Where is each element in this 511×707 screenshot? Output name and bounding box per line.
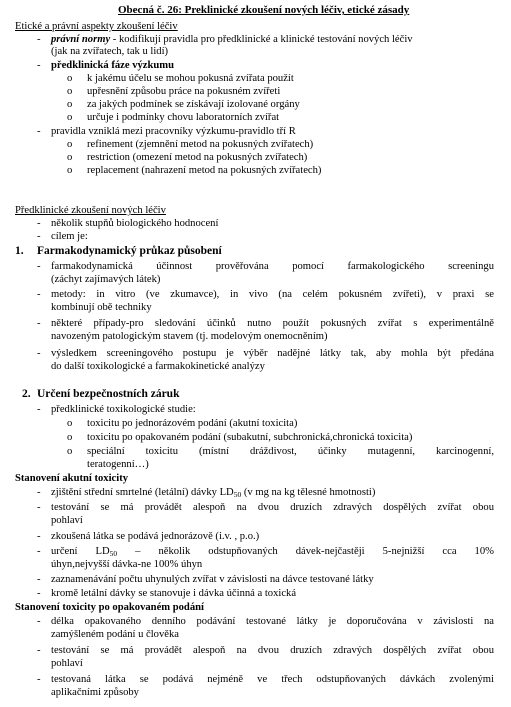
- list-item: pravidla vzniklá mezi pracovníky výzkumu-pravidlo tří R: [51, 126, 296, 137]
- list-item-continuation: pohlaví: [51, 515, 83, 526]
- bullet-circle: o: [67, 99, 73, 110]
- list-item: testování se má provádět alespoň na dvou druzích zdravých dospělých zvířat obou: [51, 502, 494, 513]
- sub-list-item: speciální toxicitu (místní dráždivost, účinky mutagenní, karcinogenní,: [87, 446, 494, 457]
- bullet-dash: -: [37, 60, 41, 71]
- list-item: zkoušená látka se podává jednorázově (i.v. , p.o.): [51, 531, 260, 542]
- numbered-label: 1.: [15, 245, 24, 257]
- section-heading-repeated-toxicity: Stanovení toxicity po opakovaném podání: [15, 602, 204, 613]
- list-item-continuation: do další toxikologické a farmakokinetické analýzy: [51, 361, 265, 372]
- bullet-dash: -: [37, 574, 41, 585]
- list-item: [51, 487, 375, 500]
- list-item: farmakodynamická účinnost prověřována pomocí farmakologického screeningu: [51, 261, 494, 272]
- list-item: cílem je:: [51, 231, 88, 242]
- bullet-dash: -: [37, 487, 41, 498]
- bullet-dash: -: [37, 231, 41, 242]
- bullet-circle: o: [67, 86, 73, 97]
- sub-list-item: určuje i podmínky chovu laboratorních zvířat: [87, 112, 280, 123]
- subscript: 50: [233, 490, 242, 499]
- bullet-circle: o: [67, 152, 73, 163]
- list-item: délka opakovaného denního podávání testované látky je doporučována v závislosti na: [51, 616, 494, 627]
- list-item-continuation: zamýšleném podání u člověka: [51, 629, 179, 640]
- bullet-circle: o: [67, 165, 73, 176]
- list-item: některé případy-pro sledování účinků nutno použít pokusných zvířat s experimentálně: [51, 318, 494, 329]
- bullet-dash: -: [37, 502, 41, 513]
- bullet-dash: -: [37, 289, 41, 300]
- numbered-heading-pharmacodynamic: Farmakodynamický průkaz působení: [37, 245, 222, 257]
- bullet-dash: -: [37, 318, 41, 329]
- list-item: předklinické toxikologické studie:: [51, 404, 196, 415]
- list-item-text: zjištění střední smrtelné (letální) dávky LD: [51, 487, 234, 498]
- list-item-continuation: (záchyt zajímavých látek): [51, 274, 161, 285]
- bullet-dash: -: [37, 645, 41, 656]
- list-item-text: - kodifikují pravidla pro předklinické a klinické testování nových léčiv: [110, 34, 413, 45]
- sub-list-item: refinement (zjemnění metod na pokusných zvířatech): [87, 139, 314, 150]
- bullet-dash: -: [37, 348, 41, 359]
- sub-list-item: toxicitu po jednorázovém podání (akutní toxicita): [87, 418, 298, 429]
- list-item-continuation: (jak na zvířatech, tak u lidí): [51, 46, 169, 57]
- bullet-dash: -: [37, 34, 41, 45]
- bullet-circle: o: [67, 139, 73, 150]
- bullet-circle: o: [67, 112, 73, 123]
- sub-list-item-continuation: teratogenní…): [87, 459, 149, 470]
- list-item-continuation: úhyn,nejvyšší dávka-ne 100% úhyn: [51, 559, 203, 570]
- bullet-dash: -: [37, 261, 41, 272]
- bullet-dash: -: [37, 531, 41, 542]
- list-item-text: (v mg na kg tělesné hmotnosti): [241, 487, 376, 498]
- list-item-continuation: pohlaví: [51, 658, 83, 669]
- term-pravni-normy: právní normy: [51, 34, 111, 45]
- sub-list-item: restriction (omezení metod na pokusných zvířatech): [87, 152, 308, 163]
- list-item-continuation: kombinují obě techniky: [51, 302, 152, 313]
- bullet-dash: -: [37, 588, 41, 599]
- sub-list-item: replacement (nahrazení metod na pokusných zvířatech): [87, 165, 322, 176]
- bullet-circle: o: [67, 446, 73, 457]
- bullet-dash: -: [37, 674, 41, 685]
- list-item: [51, 34, 413, 47]
- section-heading-ethics: Etické a právní aspekty zkoušení léčiv: [15, 21, 178, 32]
- document-title: Obecná č. 26: Preklinické zkoušení nových léčiv, etické zásady: [118, 4, 410, 16]
- bullet-circle: o: [67, 73, 73, 84]
- bullet-dash: -: [37, 404, 41, 415]
- bullet-dash: -: [37, 546, 41, 557]
- sub-list-item: upřesnění způsobu práce na pokusném zvířeti: [87, 86, 281, 97]
- section-heading-acute-toxicity: Stanovení akutní toxicity: [15, 473, 129, 484]
- bullet-circle: o: [67, 432, 73, 443]
- sub-list-item: k jakému účelu se mohou pokusná zvířata použít: [87, 73, 294, 84]
- sub-list-item: za jakých podmínek se získávají izolované orgány: [87, 99, 300, 110]
- list-item: výsledkem screeningového postupu je výběr nadějné látky tak, aby mohla být předána: [51, 348, 494, 359]
- list-item: několik stupňů biologického hodnocení: [51, 218, 219, 229]
- numbered-label: 2.: [22, 388, 31, 400]
- numbered-heading-safety: Určení bezpečnostních záruk: [37, 388, 180, 400]
- subscript: 50: [109, 549, 118, 558]
- list-item: testovaná látka se podává nejméně ve třech odstupňovaných dávkách zvolenými: [51, 674, 494, 685]
- list-item: zaznamenávání počtu uhynulých zvířat v závislosti na dávce testované látky: [51, 574, 374, 585]
- list-item: [51, 546, 494, 559]
- list-item-text: určení LD: [51, 546, 110, 557]
- sub-list-item: toxicitu po opakovaném podání (subakutní, subchronická,chronická toxicita): [87, 432, 413, 443]
- bullet-dash: -: [37, 218, 41, 229]
- bullet-dash: -: [37, 126, 41, 137]
- subheading-preclinical-phase: předklinická fáze výzkumu: [51, 60, 175, 71]
- bullet-circle: o: [67, 418, 73, 429]
- list-item-continuation: aplikačními způsoby: [51, 687, 139, 698]
- list-item: kromě letální dávky se stanovuje i dávka účinná a toxická: [51, 588, 297, 599]
- list-item-continuation: navozeným patologickým stavem (tj. modelovým onemocněním): [51, 331, 328, 342]
- bullet-dash: -: [37, 616, 41, 627]
- list-item-text: – několik odstupňovaných dávek-nejčastěji 5-nejnižší cca 10%: [117, 546, 494, 557]
- section-heading-preclinical: Předklinické zkoušení nových léčiv: [15, 205, 166, 216]
- list-item: metody: in vitro (ve zkumavce), in vivo (na celém pokusném zvířeti), v praxi se: [51, 289, 494, 300]
- list-item: testování se má provádět alespoň na dvou druzích zdravých dospělých zvířat obou: [51, 645, 494, 656]
